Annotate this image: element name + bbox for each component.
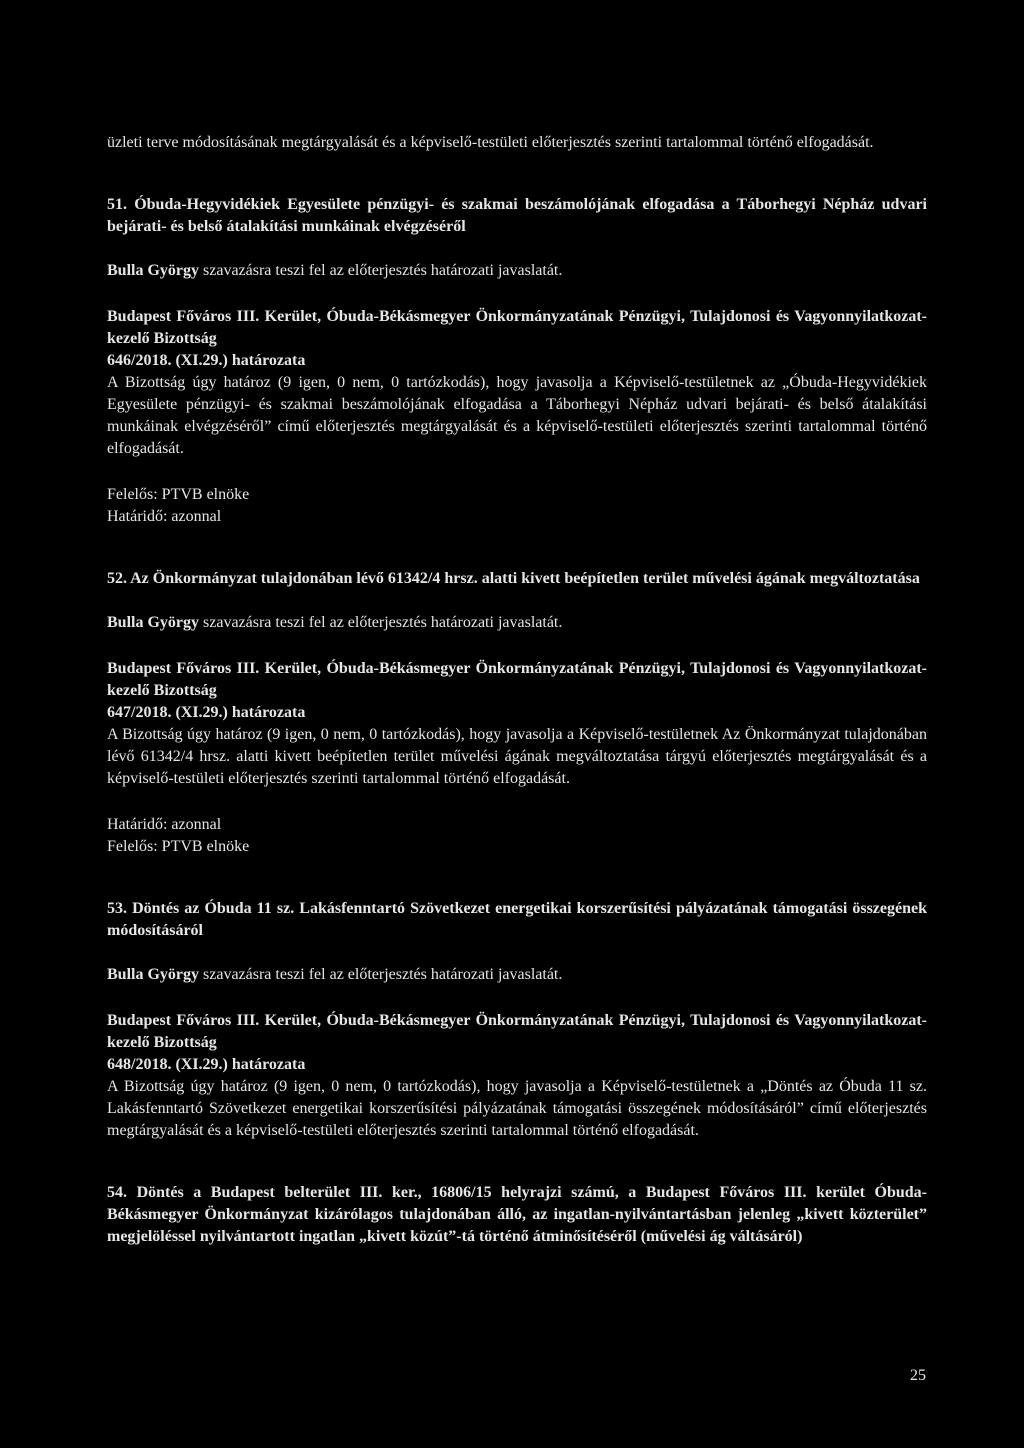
item-53-committee: Budapest Főváros III. Kerület, Óbuda-Békásmegyer Önkormányzatának Pénzügyi, Tulajdonosi és Vagyonnyilatkozat-kezelő Bizottság bbox=[107, 1012, 927, 1051]
proposer-name: Bulla György bbox=[107, 262, 200, 279]
item-52-resolution-id: 647/2018. (XI.29.) határozata bbox=[107, 704, 306, 721]
item-52-title: 52. Az Önkormányzat tulajdonában lévő 61342/4 hrsz. alatti kivett beépítetlen terület művelési ágának megváltoztatása bbox=[107, 570, 920, 587]
item-52-committee: Budapest Főváros III. Kerület, Óbuda-Békásmegyer Önkormányzatának Pénzügyi, Tulajdonosi és Vagyonnyilatkozat-kezelő Bizottság bbox=[107, 660, 927, 699]
item-52-deadline: Határidő: azonnal bbox=[107, 816, 222, 833]
item-51-title: 51. Óbuda-Hegyvidékiek Egyesülete pénzügyi- és szakmai beszámolójának elfogadása a Táborhegyi Népház udvari bejárati- és belső átalakítási munkáinak elvégzéséről bbox=[107, 196, 927, 235]
item-52-responsible: Felelős: PTVB elnöke bbox=[107, 838, 250, 855]
proposer-name: Bulla György bbox=[107, 966, 200, 983]
proposer-text: szavazásra teszi fel az előterjesztés határozati javaslatát. bbox=[199, 966, 563, 983]
proposer-name: Bulla György bbox=[107, 614, 200, 631]
item-52-proposer bbox=[107, 612, 927, 634]
item-51-responsible: Felelős: PTVB elnöke bbox=[107, 486, 250, 503]
item-54-title: 54. Döntés a Budapest belterület III. ker., 16806/15 helyrajzi számú, a Budapest Főváros III. kerület Óbuda-Békásmegyer Önkormányzat kizárólagos tulajdonában álló, az ingatlan-nyilvántartásban jelenleg „kivett közterület” megjelöléssel nyilvántartott ingatlan „kivett közút”-tá történő átminősítéséről (művelési ág váltásáról) bbox=[107, 1184, 927, 1245]
item-53-resolution-id: 648/2018. (XI.29.) határozata bbox=[107, 1056, 306, 1073]
item-51-committee: Budapest Főváros III. Kerület, Óbuda-Békásmegyer Önkormányzatának Pénzügyi, Tulajdonosi és Vagyonnyilatkozat-kezelő Bizottság bbox=[107, 308, 927, 347]
item-51-deadline: Határidő: azonnal bbox=[107, 508, 222, 525]
item-51-proposer bbox=[107, 260, 927, 282]
page-number: 25 bbox=[910, 1367, 926, 1384]
item-53-title: 53. Döntés az Óbuda 11 sz. Lakásfenntartó Szövetkezet energetikai korszerűsítési pályázatának támogatási összegének módosításáról bbox=[107, 900, 927, 939]
item-51-resolution-id: 646/2018. (XI.29.) határozata bbox=[107, 352, 306, 369]
document-page bbox=[107, 132, 927, 1248]
item-51-resolution-text: A Bizottság úgy határoz (9 igen, 0 nem, 0 tartózkodás), hogy javasolja a Képviselő-testületnek az „Óbuda-Hegyvidékiek Egyesülete pénzügyi- és szakmai beszámolójának elfogadása a Táborhegyi Népház udvari bejárati- és belső átalakítási munkáinak elvégzéséről” című előterjesztés megtárgyalását és a képviselő-testületi előterjesztés szerinti tartalommal történő elfogadását. bbox=[107, 374, 927, 457]
item-52-resolution-text: A Bizottság úgy határoz (9 igen, 0 nem, 0 tartózkodás), hogy javasolja a Képviselő-testületnek Az Önkormányzat tulajdonában lévő 61342/4 hrsz. alatti kivett beépítetlen terület művelési ágának megváltoztatása tárgyú előterjesztés megtárgyalását és a képviselő-testületi előterjesztés szerinti tartalommal történő elfogadását. bbox=[107, 726, 927, 787]
item-53-proposer bbox=[107, 964, 927, 986]
item-53-resolution-text: A Bizottság úgy határoz (9 igen, 0 nem, 0 tartózkodás), hogy javasolja a Képviselő-testületnek a „Döntés az Óbuda 11 sz. Lakásfenntartó Szövetkezet energetikai korszerűsítési pályázatának támogatási összegének módosításáról” című előterjesztés megtárgyalását és a képviselő-testületi előterjesztés szerinti tartalommal történő elfogadását. bbox=[107, 1078, 927, 1139]
proposer-text: szavazásra teszi fel az előterjesztés határozati javaslatát. bbox=[199, 262, 563, 279]
intro-paragraph: üzleti terve módosításának megtárgyalását és a képviselő-testületi előterjesztés szerinti tartalommal történő elfogadását. bbox=[107, 134, 874, 151]
proposer-text: szavazásra teszi fel az előterjesztés határozati javaslatát. bbox=[199, 614, 563, 631]
